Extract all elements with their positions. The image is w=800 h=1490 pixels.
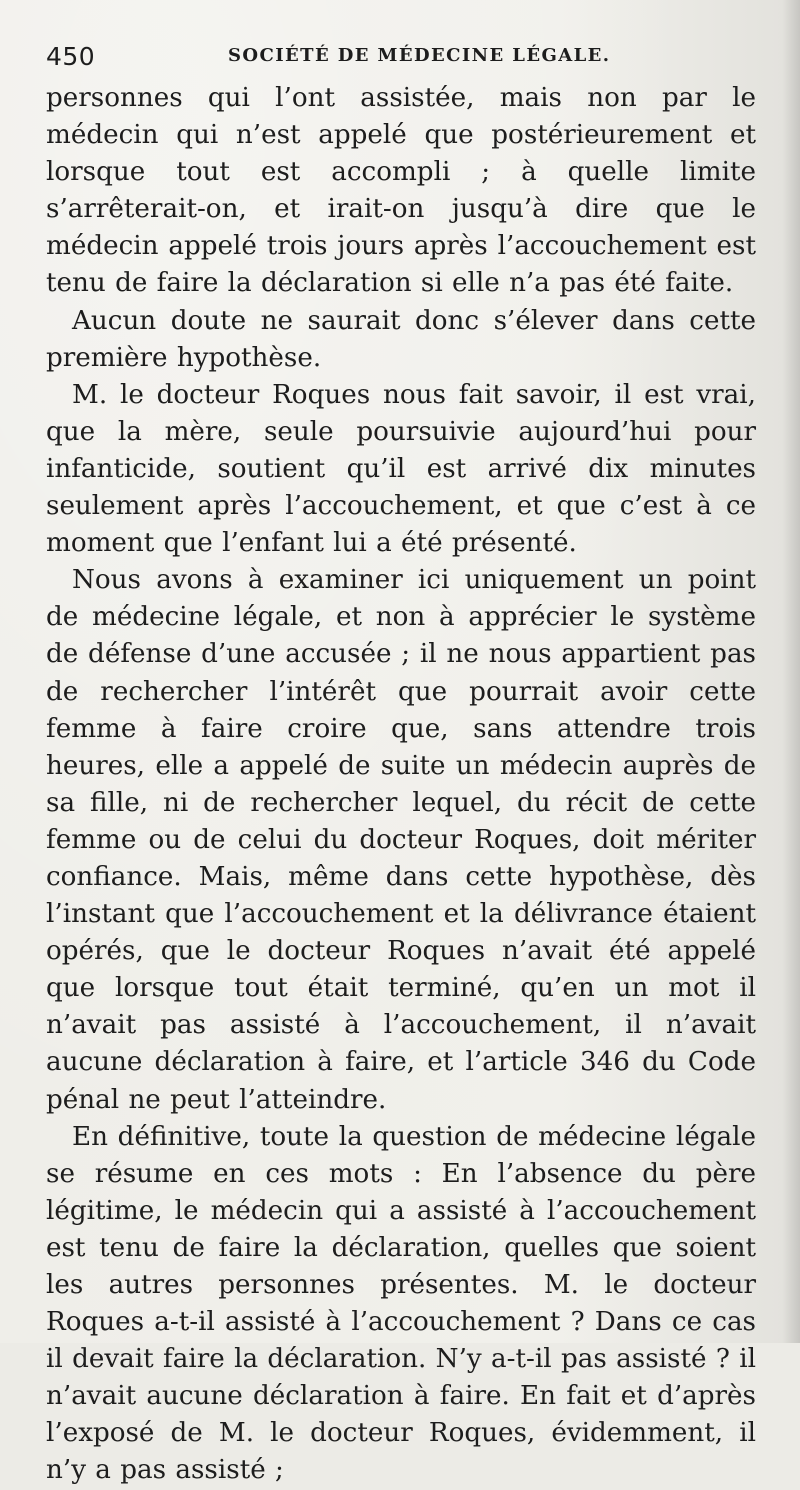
running-title: SOCIÉTÉ DE MÉDECINE LÉGALE. — [228, 45, 611, 66]
page-header — [46, 36, 756, 80]
paragraph: Nous avons à examiner ici uniquement un point de médecine légale, et non à apprécier le système de défense d’une accusée ; il ne nous appartient pas de rechercher l’intérêt que pourrait avoir cette femme à faire croire que, sans attendre trois heures, elle a appelé de suite un médecin auprès de sa fille, ni de rechercher lequel, du récit de cette femme ou de celui du docteur Roques, doit mériter confiance. Mais, même dans cette hypothèse, dès l’instant que l’accouchement et la délivrance étaient opérés, que le docteur Roques n’avait été appelé que lorsque tout était terminé, qu’en un mot il n’avait pas assisté à l’accouchement, il n’avait aucune déclaration à faire, et l’article 346 du Code pénal ne peut l’atteindre. — [46, 565, 756, 1115]
body-text — [46, 80, 756, 1490]
paragraph-continuation: personnes qui l’ont assistée, mais non par le médecin qui n’est appelé que postérieurement et lorsque tout est accompli ; à quelle limite s’arrêterait-on, et irait-on jusqu’à dire que le médecin appelé trois jours après l’accouchement est tenu de faire la déclaration si elle n’a pas été faite. — [46, 83, 756, 299]
page-number: 450 — [46, 42, 96, 71]
paragraph: M. le docteur Roques nous fait savoir, il est vrai, que la mère, seule poursuivie aujourd’hui pour infanticide, soutient qu’il est arrivé dix minutes seulement après l’accouchement, et que c’est à ce moment que l’enfant lui a été présenté. — [46, 379, 756, 559]
paragraph: Aucun doute ne saurait donc s’élever dans cette première hypothèse. — [46, 305, 756, 373]
paragraph: En définitive, toute la question de médecine légale se résume en ces mots : En l’absence du père légitime, le médecin qui a assisté à l’accouchement est tenu de faire la déclaration, quelles que soient les autres personnes présentes. M. le docteur Roques a-t-il assisté à l’accouchement ? Dans ce cas il devait faire la déclaration. N’y a-t-il pas assisté ? il n’avait aucune déclaration à faire. En fait et d’après l’exposé de M. le docteur Roques, évidemment, il n’y a pas assisté ; — [46, 1121, 756, 1486]
page-edge-shadow — [782, 0, 800, 1343]
